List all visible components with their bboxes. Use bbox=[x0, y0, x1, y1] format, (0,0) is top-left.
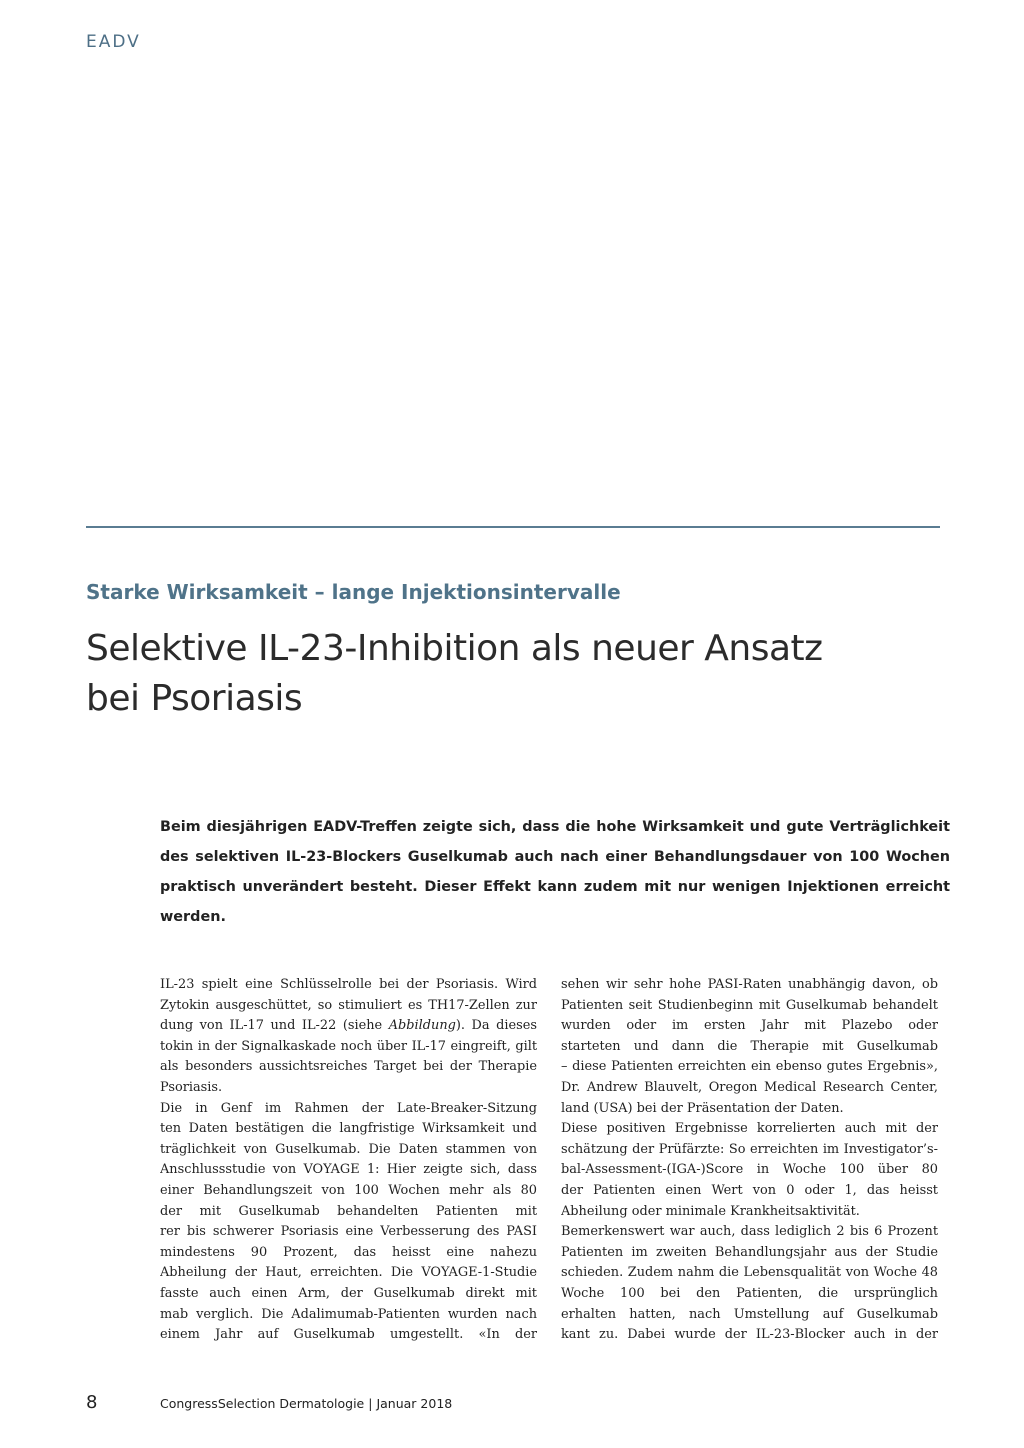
body-column-right bbox=[561, 975, 938, 1346]
body-line: fasste auch einen Arm, der Guselkumab direkt mit bbox=[160, 1285, 537, 1301]
page-number: 8 bbox=[86, 1392, 98, 1413]
body-text: dung von IL-17 und IL-22 (siehe bbox=[160, 1018, 389, 1034]
body-line: der mit Guselkumab behandelten Patienten mit bbox=[160, 1203, 537, 1219]
body-line: Patienten im zweiten Behandlungsjahr aus der Studie bbox=[561, 1244, 938, 1260]
body-line: träglichkeit von Guselkumab. Die Daten stammen von bbox=[160, 1141, 537, 1157]
body-line: kant zu. Dabei wurde der IL-23-Blocker auch in der bbox=[561, 1327, 938, 1343]
body-line: sehen wir sehr hohe PASI-Raten unabhängig davon, ob bbox=[561, 977, 938, 992]
body-line: einem Jahr auf Guselkumab umgestellt. «In der bbox=[160, 1327, 537, 1343]
body-line: Psoriasis. bbox=[160, 1079, 223, 1095]
body-line: tokin in der Signalkaskade noch über IL-17 eingreift, gilt bbox=[160, 1038, 537, 1054]
body-line: Abheilung oder minimale Krankheitsaktivität. bbox=[561, 1203, 860, 1219]
body-line: – diese Patienten erreichten ein ebenso gutes Ergebnis», bbox=[561, 1059, 938, 1075]
body-line: Abheilung der Haut, erreichten. Die VOYAGE-1-Studie bbox=[160, 1265, 537, 1281]
footer-separator: | bbox=[368, 1396, 373, 1411]
body-line: schieden. Zudem nahm die Lebensqualität von Woche 48 bbox=[561, 1265, 938, 1281]
body-line: der Patienten einen Wert von 0 oder 1, das heisst bbox=[561, 1182, 938, 1198]
body-line: Bemerkenswert war auch, dass lediglich 2 bis 6 Prozent bbox=[561, 1224, 938, 1240]
body-line: Dr. Andrew Blauvelt, Oregon Medical Research Center, bbox=[561, 1079, 938, 1095]
publication-footer bbox=[160, 1396, 452, 1411]
body-line: starteten und dann die Therapie mit Guselkumab bbox=[561, 1038, 938, 1054]
body-line: mindestens 90 Prozent, das heisst eine nahezu bbox=[160, 1244, 537, 1260]
body-line: Patienten seit Studienbeginn mit Guselkumab behandelt bbox=[561, 997, 938, 1013]
article-title-line-2: bei Psoriasis bbox=[86, 678, 303, 719]
body-line: IL-23 spielt eine Schlüsselrolle bei der Psoriasis. Wird bbox=[160, 977, 537, 992]
body-line: Anschlussstudie von VOYAGE 1: Hier zeigte sich, dass bbox=[160, 1162, 537, 1178]
body-line: Diese positiven Ergebnisse korrelierten auch mit der bbox=[561, 1121, 938, 1137]
body-text: ). Da dieses bbox=[455, 1018, 537, 1034]
section-tag: EADV bbox=[86, 32, 141, 52]
body-column-left bbox=[160, 975, 537, 1346]
body-line: als besonders aussichtsreiches Target bei der Therapie bbox=[160, 1059, 537, 1075]
body-line bbox=[160, 1016, 537, 1037]
body-line: Die in Genf im Rahmen der Late-Breaker-Sitzung bbox=[160, 1100, 537, 1116]
figure-reference: Abbildung bbox=[388, 1018, 456, 1034]
body-line: rer bis schwerer Psoriasis eine Verbesserung des PASI bbox=[160, 1224, 537, 1240]
article-title-line-1: Selektive IL-23-Inhibition als neuer Ansatz bbox=[86, 628, 823, 669]
section-divider bbox=[86, 526, 940, 528]
body-line: bal-Assessment-(IGA-)Score in Woche 100 über 80 bbox=[561, 1162, 938, 1178]
body-line: Zytokin ausgeschüttet, so stimuliert es TH17-Zellen zur bbox=[160, 997, 537, 1013]
body-line: ten Daten bestätigen die langfristige Wirksamkeit und bbox=[160, 1121, 537, 1137]
body-line: wurden oder im ersten Jahr mit Plazebo oder bbox=[561, 1018, 938, 1034]
body-line: erhalten hatten, nach Umstellung auf Guselkumab bbox=[561, 1306, 938, 1322]
article-lead: Beim diesjährigen EADV-Treffen zeigte sich, dass die hohe Wirksamkeit und gute Verträglichkeit des selektiven IL-23-Blockers Guselkumab auch nach einer Behandlungsdauer von 100 Wochen praktisch unverändert besteht. Dieser Effekt kann zudem mit nur wenigen Injektionen erreicht werden. bbox=[160, 819, 950, 925]
publication-name: CongressSelection Dermatologie bbox=[160, 1396, 365, 1411]
body-line: Woche 100 bei den Patienten, die ursprünglich bbox=[561, 1285, 938, 1301]
body-line: land (USA) bei der Präsentation der Daten. bbox=[561, 1100, 844, 1116]
publication-issue: Januar 2018 bbox=[376, 1396, 453, 1411]
article-title bbox=[86, 624, 946, 724]
body-line: schätzung der Prüfärzte: So erreichten im Investigator’s- bbox=[561, 1141, 938, 1157]
body-line: einer Behandlungszeit von 100 Wochen mehr als 80 bbox=[160, 1182, 537, 1198]
body-line: mab verglich. Die Adalimumab-Patienten wurden nach bbox=[160, 1306, 537, 1322]
article-kicker: Starke Wirksamkeit – lange Injektionsintervalle bbox=[86, 580, 621, 604]
